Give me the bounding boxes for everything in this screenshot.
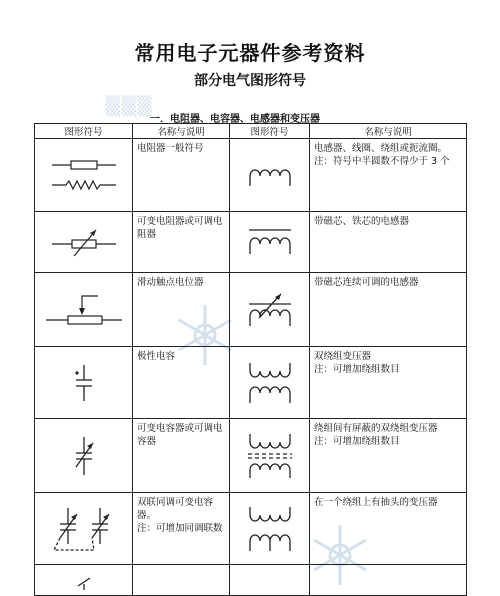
name-description: 电感器、线圈、绕组或扼流圈。注：符号中半圆数不得少于 3 个: [310, 139, 467, 212]
symbol-table: [34, 123, 467, 596]
symbol-cell: [230, 419, 310, 493]
shielded-transformer-icon: [245, 430, 295, 482]
double-winding-transformer-icon: [245, 359, 295, 407]
name-description: 可变电容器或可调电容器: [133, 419, 230, 493]
name-description: 在一个绕组上有抽头的变压器: [310, 493, 467, 565]
symbol-cell: [230, 493, 310, 565]
variable-resistor-icon: [44, 222, 124, 262]
empty-cell: [133, 565, 230, 596]
partial-symbol-icon: [64, 570, 104, 590]
symbol-cell: [35, 212, 133, 273]
symbol-cell: [35, 493, 133, 565]
watermark-icon: ▒▒▒: [106, 96, 154, 117]
symbol-cell: [35, 419, 133, 493]
empty-cell: [310, 565, 467, 596]
symbol-cell: [35, 139, 133, 212]
table-row: [35, 273, 467, 347]
section-heading: 一．电阻器、电容器、电感器和变压器: [150, 114, 320, 125]
ganged-variable-capacitor-icon: [44, 504, 124, 554]
magnetic-core-inductor-icon: [245, 224, 295, 260]
symbol-cell: [230, 273, 310, 347]
table-row: [35, 419, 467, 493]
symbol-cell: [35, 273, 133, 347]
table-row: [35, 347, 467, 419]
table-row: [35, 139, 467, 212]
table-row: [35, 565, 467, 596]
table-header-row: [35, 124, 467, 139]
name-description: 双联同调可变电容器。 注：可增加同调联数: [133, 493, 230, 565]
column-header: 名称与说明: [310, 124, 467, 139]
symbol-cell: [230, 347, 310, 419]
name-description: 双绕组变压器 注：可增加绕组数目: [310, 347, 467, 419]
variable-capacitor-icon: [64, 433, 104, 479]
potentiometer-icon: [42, 288, 126, 332]
page-title: 常用电子元器件参考资料: [134, 41, 366, 65]
name-description: 可变电阻器或可调电阻器: [133, 212, 230, 273]
resistor-general-icon: [44, 153, 124, 197]
page-subtitle: 部分电气图形符号: [194, 73, 306, 89]
name-description: 绕组间有屏蔽的双绕组变压器 注：可增加绕组数目: [310, 419, 467, 493]
tapped-winding-transformer-icon: [245, 503, 295, 555]
symbol-cell: [230, 212, 310, 273]
empty-cell: [230, 565, 310, 596]
column-header: 图形符号: [35, 124, 133, 139]
inductor-icon: [245, 158, 295, 192]
name-description: 极性电容: [133, 347, 230, 419]
column-header: 名称与说明: [133, 124, 230, 139]
symbol-cell: [35, 565, 133, 596]
name-description: 带磁芯连续可调的电感器: [310, 273, 467, 347]
column-header: 图形符号: [230, 124, 310, 139]
name-description: 电阻器一般符号: [133, 139, 230, 212]
name-description: 带磁芯、铁芯的电感器: [310, 212, 467, 273]
polarized-capacitor-icon: [64, 361, 104, 405]
table-row: [35, 493, 467, 565]
table-row: [35, 212, 467, 273]
name-description: 滑动触点电位器: [133, 273, 230, 347]
symbol-cell: [35, 347, 133, 419]
symbol-cell: [230, 139, 310, 212]
adjustable-core-inductor-icon: [245, 288, 295, 332]
